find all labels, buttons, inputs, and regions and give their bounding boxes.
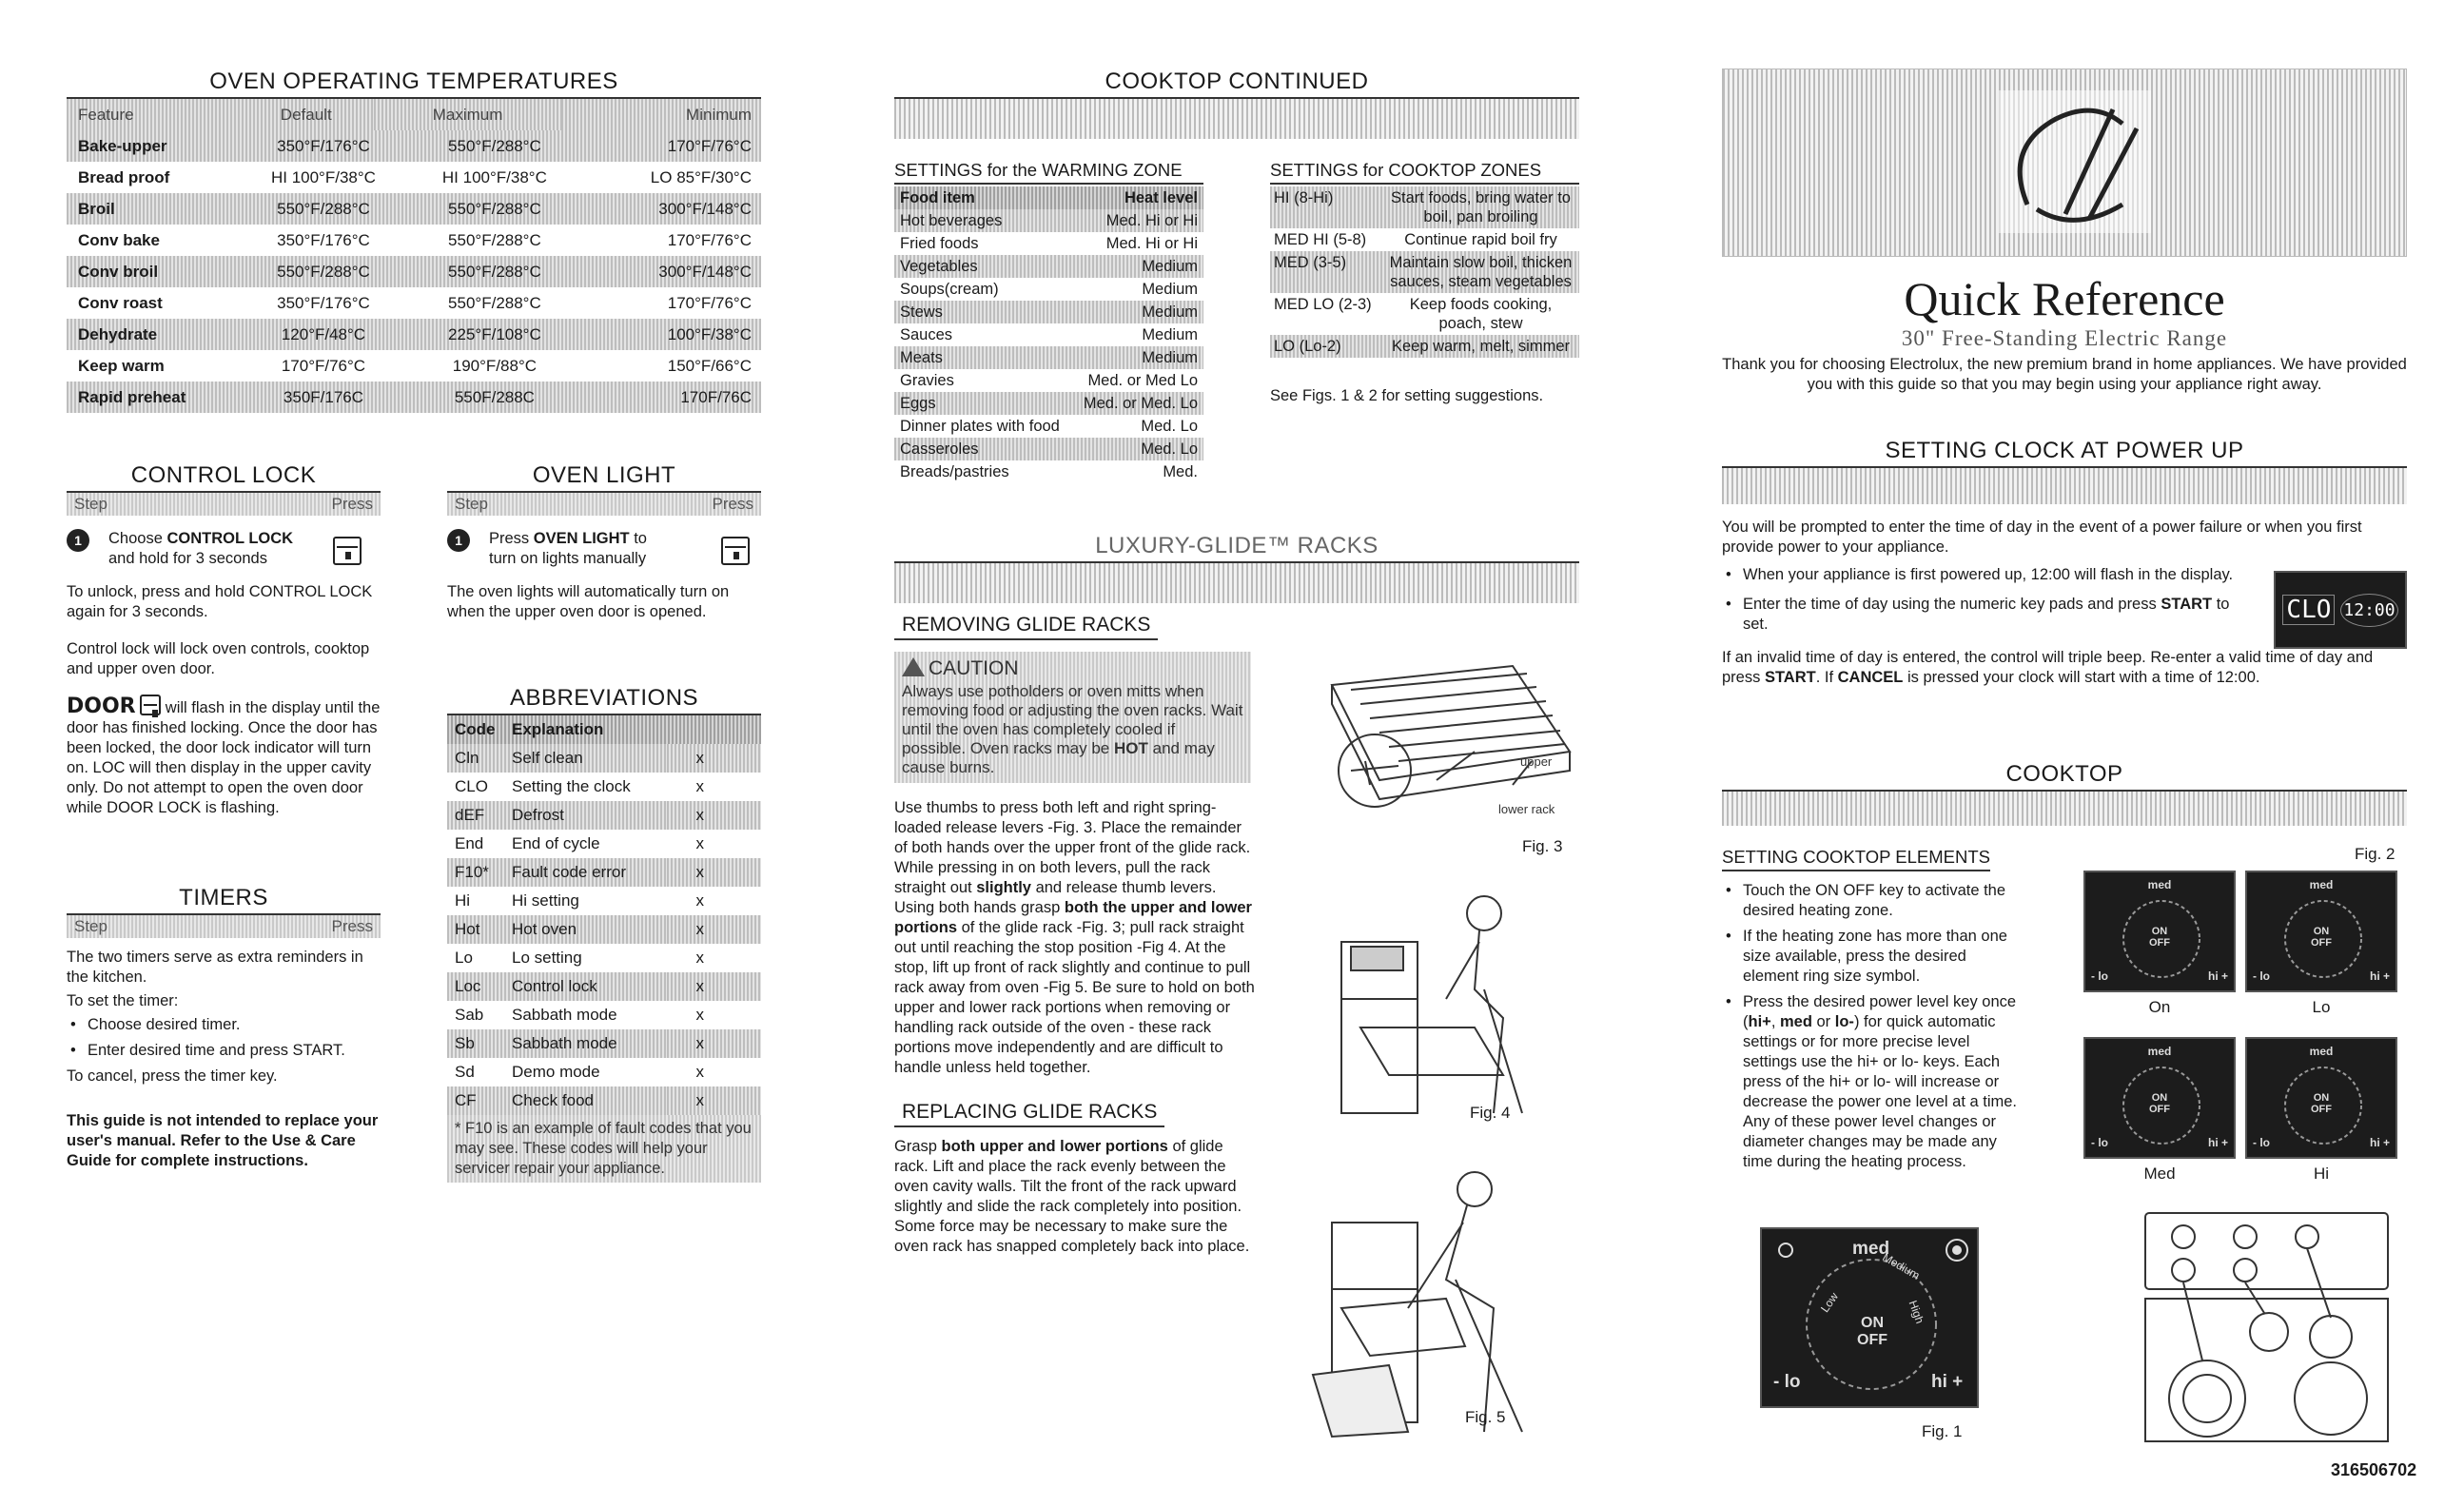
table-header: Feature Default Maximum Minimum xyxy=(67,99,761,130)
table-row: Conv bake 350°F/176°C 550°F/288°C 170°F/76°C xyxy=(78,230,752,249)
table-row: Broil 550°F/288°C 550°F/288°C 300°F/148°C xyxy=(67,193,761,225)
cooktop-continued-section: COOKTOP CONTINUED xyxy=(894,68,1579,139)
table-row: Meats Medium xyxy=(894,346,1203,369)
removing-section: REMOVING GLIDE RACKS CAUTION Always use potholders or oven mitts when removing food or adjusting the oven racks. Wait until the oven has completely cooled if possible. Oven racks may be HOT and may cause burns. Use thumbs to press both left and right spring-loaded release levers -Fig. 3. Place the remainder of both hands over the upper front of the glide rack. While pressing in on both levers, pull the rack straight out slightly and release thumb levers. Using both hands grasp both the upper and lower portions of the glide rack -Fig. 3; pull rack straight out until reaching the stop position -Fig 4. At the stop, lift up front of rack slightly and continue to pull rack away from oven -Fig 5. Be sure to hold on both upper and lower rack portions when removing or handling rack outside of the oven - these rack portions move independently and are difficult to handle unless held together. REPLACING GLIDE RACKS Grasp both upper and lower portions of glide rack. Lift and place the rack evenly between the oven cavity walls. Tilt the front of the rack upward slightly and slide the rack completely into position. Some force may be necessary to make sure the oven rack has snapped completely back into place. xyxy=(894,614,1255,1255)
table-row: Hot Hot oven x xyxy=(447,915,761,944)
fig1-control-panel: med Low Medium High ON OFF - lo hi + xyxy=(1760,1227,1979,1408)
oven-temps-table xyxy=(67,99,761,130)
fig2-caption: On xyxy=(2148,998,2171,1016)
header-banner xyxy=(1722,68,2407,257)
step-bar: Step Press xyxy=(67,915,381,938)
table-row: Breads/pastries Med. xyxy=(900,462,1198,480)
timers-title: TIMERS xyxy=(67,885,381,915)
table-row: End End of cycle x xyxy=(455,834,704,852)
cooktop-diagram xyxy=(2141,1208,2397,1446)
table-row: Soups(cream) Medium xyxy=(900,280,1198,298)
table-row: Sauces Medium xyxy=(900,325,1198,343)
fig2-caption: Med xyxy=(2143,1164,2176,1183)
title-band xyxy=(894,97,1579,139)
caution-box: CAUTION Always use potholders or oven mitts when removing food or adjusting the oven racks. Wait until the oven has completely cooled if possible. Oven racks may be HOT and may cause burns. xyxy=(894,652,1251,783)
control-lock-section xyxy=(67,462,381,818)
control-lock-title: CONTROL LOCK xyxy=(67,462,381,493)
table-row: Sd Demo mode x xyxy=(455,1063,704,1081)
glide-section: LUXURY-GLIDE™ RACKS xyxy=(894,533,1579,603)
electrolux-logo-icon xyxy=(1999,90,2151,233)
table-row: CF Check food x xyxy=(447,1086,761,1115)
fig4-woman-pulling-rack xyxy=(1303,885,1589,1123)
step-number: 1 xyxy=(67,529,89,552)
page-subtitle: 30" Free-Standing Electric Range xyxy=(1901,326,2228,350)
table-row: Hot beverages Med. Hi or Hi xyxy=(894,209,1203,232)
fig2-caption: Hi xyxy=(2313,1164,2330,1183)
table-row: CLO Setting the clock x xyxy=(455,777,704,795)
oven-temps-title: OVEN OPERATING TEMPERATURES xyxy=(67,68,761,99)
zones-list xyxy=(1270,186,1579,358)
svg-text:lower rack: lower rack xyxy=(1498,802,1555,816)
table-row: Keep warm 170°F/76°C 190°F/88°C 150°F/66°C xyxy=(78,356,752,375)
part-number: 316506702 xyxy=(2331,1460,2417,1479)
oven-temps-section xyxy=(67,68,761,413)
zone-row: LO (Lo-2) Keep warm, melt, simmer xyxy=(1270,335,1579,358)
table-row: Cln Self clean x xyxy=(447,744,761,773)
fig2-panel: med ON OFF - lo hi + xyxy=(2245,871,2397,992)
lock-icon[interactable] xyxy=(333,537,362,565)
table-row: dEF Defrost x xyxy=(447,801,761,830)
cooktop-elements: SETTING COOKTOP ELEMENTS • Touch the ON OFF key to activate the desired heating zone. • If the heating zone has more than one size available, press the desired element ring size symbol. • Press the desired power level key once (hi+, med or lo-) for quick automatic settings or for more precise level settings use the hi+ or lo- keys. Each press of the hi+ or lo- will increase or decrease the power one level at a time. Any of these power level changes or diameter changes may be made any time during the heating process. xyxy=(1722,847,2026,1172)
locks-text: Control lock will lock oven controls, cooktop and upper oven door. xyxy=(67,640,370,677)
cooktop-section: COOKTOP xyxy=(1722,761,2407,826)
table-row: Conv roast 350°F/176°C 550°F/288°C 170°F/76°C xyxy=(78,293,752,312)
warning-icon xyxy=(902,657,925,676)
table-row: Gravies Med. or Med Lo xyxy=(900,371,1198,389)
table-row: Stews Medium xyxy=(894,301,1203,323)
zone-row: HI (8-Hi) Start foods, bring water to boil, pan broiling xyxy=(1270,186,1579,228)
timer-steps: • Choose desired timer. • Enter desired time and press START. xyxy=(67,1015,381,1061)
oven-temps-rows xyxy=(67,130,761,413)
replacing-text: Grasp both upper and lower portions of glide rack. Lift and place the rack evenly between the oven cavity walls. Tilt the front of the rack upward slightly and slide the rack completely into position. Some force may be necessary to make sure the oven rack has snapped completely back into place. xyxy=(894,1138,1250,1255)
title-block: Quick Reference 30" Free-Standing Electric Range Thank you for choosing Electrolux, the new premium brand in home appliances. We have provided you with this guide so that you may begin using your appliance right away. xyxy=(1722,272,2407,393)
unlock-text: To unlock, press and hold CONTROL LOCK again for 3 seconds. xyxy=(67,583,373,620)
table-row: Eggs Med. or Med. Lo xyxy=(894,392,1203,415)
page-title: Quick Reference xyxy=(1904,272,2225,325)
control-lock-step: 1 Choose CONTROL LOCK and hold for 3 seconds xyxy=(67,529,381,569)
zone-row: MED (3-5) Maintain slow boil, thicken sauces, steam vegetables xyxy=(1270,251,1579,293)
warming-table: Food item Heat level Hot beverages Med. Hi or Hi Fried foods Med. Hi or Hi Vegetables Medium Soups(cream) Medium Stews Medium Sauces Medium Meats Medium Gravies Med. or Med Lo Eggs Med. or Med. Lo Dinner plates with food Med. Lo Casseroles Med. Lo Breads/pastries Med. xyxy=(894,186,1203,483)
clock-section: SETTING CLOCK AT POWER UP You will be prompted to enter the time of day in the event of a power failure or when you first provide power to your appliance. • When your appliance is first powered up, 12:00 will flash in the display. • Enter the time of day using the numeric key pads and press START to set. If an invalid time of day is entered, the control will triple beep. Re-enter a valid time of day and press START. If CANCEL is pressed your clock will start with a time of 12:00. xyxy=(1722,438,2407,688)
door-text: DOOR will flash in the display until the door has finished locking. Once the door has been locked, the door lock indicator will turn on. LOC will then display in the upper cavity only. Do not attempt to open the oven door while DOOR LOCK is flashing. xyxy=(67,695,381,816)
table-row: Fried foods Med. Hi or Hi xyxy=(900,234,1198,252)
timers-section: TIMERS Step Press The two timers serve as extra reminders in the kitchen. To set the timer: • Choose desired timer. • Enter desired time and press START. To cancel, press the timer key. This guide is not intended to replace your user's manual. Refer to the Use & Care Guide for complete instructions. xyxy=(67,885,381,1171)
abbreviations-section: ABBREVIATIONS Code Explanation Cln Self clean x CLO Setting the clock x dEF Defrost x End End of cycle x F10* Fault code error x Hi Hi setting x Hot Hot oven x Lo Lo setting x Loc Control lock x Sab Sabbath mode x Sb Sabbath mode x Sd Demo mode x CF Check food x * F10 is an example of fault codes that you may see. These codes will help your servicer repair your appliance. xyxy=(447,685,761,1183)
fig2-panel: med ON OFF - lo hi + xyxy=(2245,1037,2397,1159)
table-row: Dehydrate 120°F/48°C 225°F/108°C 100°F/38°C xyxy=(67,319,761,350)
fig2-caption: Lo xyxy=(2312,998,2331,1016)
table-row: F10* Fault code error x xyxy=(447,858,761,887)
fig2-panel: med ON OFF - lo hi + xyxy=(2083,1037,2236,1159)
light-icon[interactable] xyxy=(721,537,750,565)
step-bar: Step Press xyxy=(447,493,761,516)
table-row: Conv broil 550°F/288°C 550°F/288°C 300°F/148°C xyxy=(67,256,761,287)
svg-text:upper: upper xyxy=(1520,754,1553,769)
guide-note: This guide is not intended to replace your user's manual. Refer to the Use & Care Guide for complete instructions. xyxy=(67,1112,379,1169)
cooktop-zones: SETTINGS for COOKTOP ZONES HI (8-Hi) Start foods, bring water to boil, pan broiling MED HI (5-8) Continue rapid boil fry MED (3-5) Maintain slow boil, thicken sauces, steam vegetables MED LO (2-3) Keep foods cooking, poach, stew LO (Lo-2) Keep warm, melt, simmer See Figs. 1 & 2 for setting suggestions. xyxy=(1270,160,1579,406)
warming-zone: SETTINGS for the WARMING ZONE Food item Heat level Hot beverages Med. Hi or Hi Fried foods Med. Hi or Hi Vegetables Medium Soups(cream) Medium Stews Medium Sauces Medium Meats Medium Gravies Med. or Med Lo Eggs Med. or Med. Lo Dinner plates with food Med. Lo Casseroles Med. Lo Breads/pastries Med. xyxy=(894,160,1203,483)
table-row: Sab Sabbath mode x xyxy=(455,1006,704,1024)
table-row: Loc Control lock x xyxy=(447,972,761,1001)
table-row: Lo Lo setting x xyxy=(455,949,704,967)
fig5-woman-lifting-rack xyxy=(1303,1165,1589,1441)
table-row: Dinner plates with food Med. Lo xyxy=(900,417,1198,435)
door-lock-icon xyxy=(140,695,161,715)
removing-text: Use thumbs to press both left and right spring-loaded release levers -Fig. 3. Place the remainder of both hands over the upper front of the glide rack. While pressing in on both levers, pull the rack straight out slightly and release thumb levers. Using both hands grasp both the upper and lower portions of the glide rack -Fig. 3; pull rack straight out until reaching the stop position -Fig 4. At the stop, lift up front of rack slightly and continue to pull rack away from oven -Fig 5. Be sure to hold on both upper and lower rack portions when removing or handling rack outside of the oven - these rack portions move independently and are difficult to handle unless held together. xyxy=(894,799,1255,1076)
step-bar: Step Press xyxy=(67,493,381,516)
table-row: Casseroles Med. Lo xyxy=(894,438,1203,460)
fig2-panel: med ON OFF - lo hi + xyxy=(2083,871,2236,992)
table-row: Rapid preheat 350F/176C 550F/288C 170F/76C xyxy=(67,382,761,413)
table-row: Sb Sabbath mode x xyxy=(447,1029,761,1058)
abbreviations-table: Code Explanation Cln Self clean x CLO Setting the clock x dEF Defrost x End End of cycle x F10* Fault code error x Hi Hi setting x Hot Hot oven x Lo Lo setting x Loc Control lock x Sab Sabbath mode x Sb Sabbath mode x Sd Demo mode x CF Check food x xyxy=(447,715,761,1115)
table-row: Vegetables Medium xyxy=(894,255,1203,278)
oven-light-section: OVEN LIGHT Step Press 1 Press OVEN LIGHT to turn on lights manually The oven lights will automatically turn on when the upper oven door is opened. xyxy=(447,462,761,622)
zone-row: MED HI (5-8) Continue rapid boil fry xyxy=(1274,231,1557,248)
abbrev-note: * F10 is an example of fault codes that you may see. These codes will help your servicer repair your appliance. xyxy=(447,1115,761,1183)
clock-display: CLO 12:00 xyxy=(2274,571,2407,649)
table-row: Bread proof HI 100°F/38°C HI 100°F/38°C LO 85°F/30°C xyxy=(78,167,752,186)
table-row: Hi Hi setting x xyxy=(455,891,704,910)
table-row: Bake-upper 350°F/176°C 550°F/288°C 170°F/76°C xyxy=(67,130,761,162)
zone-row: MED LO (2-3) Keep foods cooking, poach, stew xyxy=(1274,296,1553,332)
